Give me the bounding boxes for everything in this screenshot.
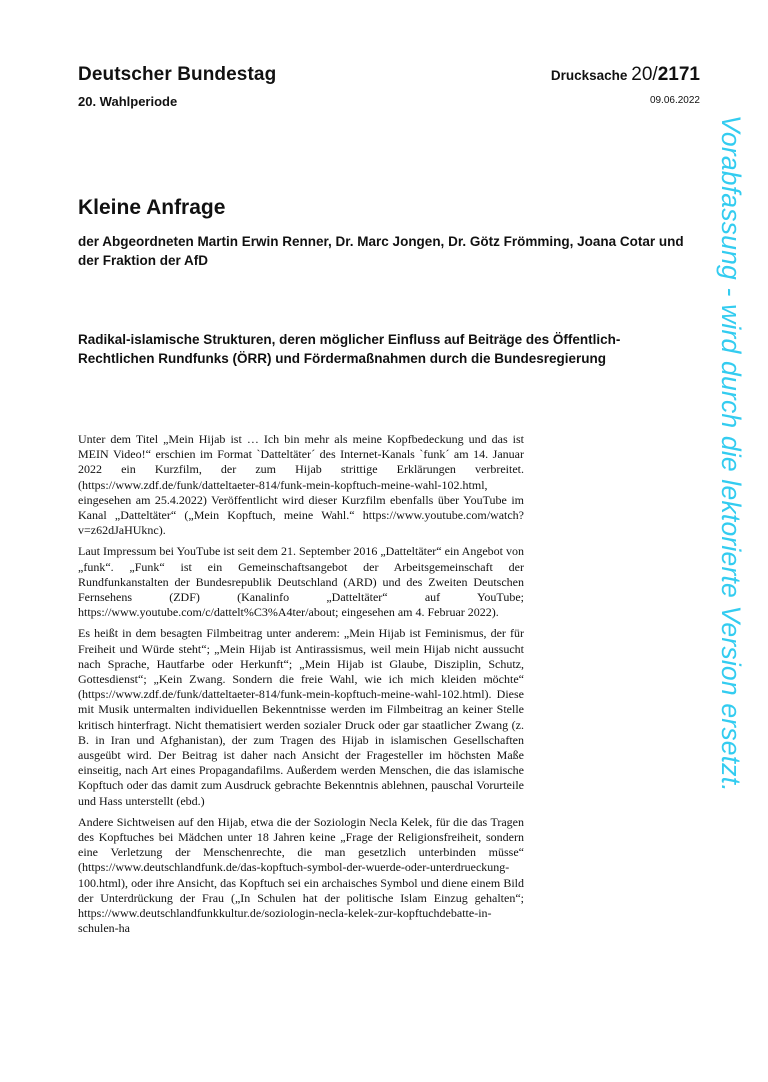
- drucksache-number: [551, 64, 700, 86]
- document-type-heading: Kleine Anfrage: [78, 196, 226, 219]
- paragraph: Andere Sichtweisen auf den Hijab, etwa die der Soziologin Necla Kelek, für die das Tragen des Kopftuches bei Mädchen unter 18 Jahren keine „Frage der Religionsfreiheit, sondern eine Verletzung der Menschenrechte, die man gesetzlich unterbinden müsse“ (https://www.deutschlandfunk.de/das-kopftuch-symbol-der-wuerde-oder-unterdrueckung-100.html), oder ihre Ansicht, das Kopftuch sei ein archaisches Symbol und diene einem Bild der Unterdrückung der Frau („In Schulen hat der politische Islam Einzug gehalten“; https://www.deutschlandfunkkultur.de/soziologin-necla-kelek-zur-kopftuchdebatte-in-schulen-ha: [78, 814, 524, 936]
- body-text: [78, 432, 524, 943]
- organization-name: Deutscher Bundestag: [78, 64, 277, 85]
- drucksache-label: Drucksache: [550, 68, 628, 83]
- paragraph: Laut Impressum bei YouTube ist seit dem 21. September 2016 „Datteltäter“ ein Angebot von „funk“. „Funk“ ist ein Gemeinschaftsangebot der Arbeitsgemeinschaft der Rundfunkanstalten der Bundesrepublik Deutschland (ARD) und des Zweiten Deutschen Fernsehens (ZDF) (Kanalinfo „Datteltäter“ auf YouTube; https://www.youtube.com/c/dattelt%C3%A4ter/about; eingesehen am 4. Februar 2022).: [78, 544, 524, 620]
- header-left: [78, 64, 276, 109]
- inquiry-title: Radikal-islamische Strukturen, deren möglicher Einfluss auf Beiträge des Öffentlich-Rechtlichen Rundfunks (ÖRR) und Fördermaßnahmen durch die Bundesregierung: [78, 332, 621, 366]
- paragraph: Unter dem Titel „Mein Hijab ist … Ich bin mehr als meine Kopfbedeckung und das ist MEIN Video!“ erschien im Format `Datteltäter´ des Internet-Kanals `funk´ am 14. Januar 2022 ein Kurzfilm, der zum Hijab strittige Erklärungen verbreitet. (https://www.zdf.de/funk/datteltaeter-814/funk-mein-kopftuch-meine-wahl-102.html, eingesehen am 25.4.2022) Veröffentlicht wird dieser Kurzfilm ebenfalls über YouTube im Kanal „Datteltäter“ („Mein Kopftuch, meine Wahl.“ https://www.youtube.com/watch?v=z62dJaHUknc).: [78, 432, 524, 538]
- header-right: [551, 64, 700, 106]
- authors-line: der Abgeordneten Martin Erwin Renner, Dr. Marc Jongen, Dr. Götz Frömming, Joana Cotar und der Fraktion der AfD: [78, 234, 684, 268]
- drucksache-prefix: 20/: [631, 64, 658, 85]
- paragraph: Es heißt in dem besagten Filmbeitrag unter anderem: „Mein Hijab ist Feminismus, der für Freiheit und Würde steht“; „Mein Hijab ist Antirassismus, weil mein Hijab nicht aussucht nach Sprache, Hautfarbe oder Herkunft“; „Mein Hijab ist Glaube, Disziplin, Schutz, Gottesdienst“; „Kein Zwang. Sondern die freie Wahl, wie ich mich kleiden möchte“ (https://www.zdf.de/funk/datteltaeter-814/funk-mein-kopftuch-meine-wahl-102.html). Diese mit Musik untermalten individuellen Bekenntnisse werden im Filmbeitrag an keiner Stelle kritisch hinterfragt. Nicht thematisiert werden sozialer Druck oder gar staatlicher Zwang (z. B. in Iran und Afghanistan), der zum Tragen des Hijab in islamischen Gesellschaften ausgeübt wird. Der Beitrag ist daher nach Ansicht der Fragesteller im höchsten Maße einseitig, nach Art eines Propagandafilms. Außerdem werden Menschen, die das islamische Kopftuch oder das damit zum Ausdruck gebrachte Bekenntnis ablehnen, pauschal Vorurteile und Hass unterstellt (ebd.): [78, 626, 524, 808]
- draft-watermark: Vorabfassung - wird durch die lektorierte Version ersetzt.: [716, 115, 746, 792]
- drucksache-id: 2171: [657, 64, 700, 85]
- legislative-period: 20. Wahlperiode: [78, 94, 178, 109]
- document-date: 09.06.2022: [649, 95, 700, 106]
